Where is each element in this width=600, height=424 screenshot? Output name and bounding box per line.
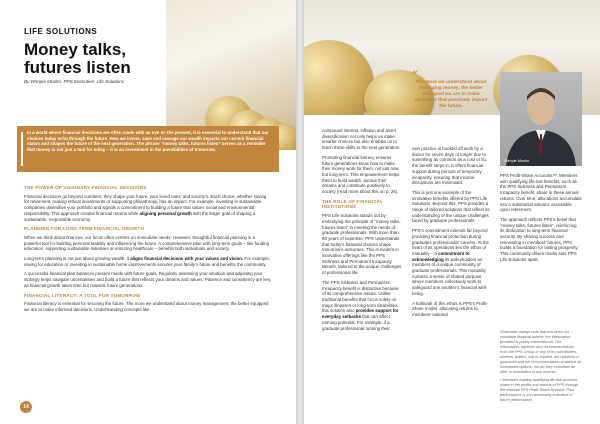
book-gutter [296, 0, 304, 424]
pull-quote: “ The more we understand about managing money, the better equipped we are to make decisions that positively impact the future. [412, 72, 490, 110]
body-paragraph: Long-term planning is not just about growing wealth; it aligns financial decisions with your values and vision. For example, saving for education or investing in sustainable home improvements secures your family’s future and benefits the community. [24, 256, 271, 267]
page-number: 14 [20, 401, 32, 413]
body-paragraph: own practice is booked off work by a doctor for seven days or longer due to something as common as a cold or flu, the benefit steps in. It offers financial support during periods of temporary incapacity, ensuring that income disruptions are minimised. [412, 146, 488, 186]
section-heading: FINANCIAL LITERACY: A TOOL FOR TOMORROW [24, 292, 141, 298]
portrait-caption: Wimpie Moolm [504, 159, 530, 163]
disclaimer-text: Graduates always note that this does not constitute financial advice; the information provided is purely informational. The information, opinions and recommendations from the PPS Group or any of its subsidiaries, whether written, oral or implied, are opinions or proposals and not recommendation or advice on investment options, nor do they constitute an offer or solicitation in any manner. [500, 330, 582, 374]
body-paragraph: A successful financial plan balances present needs with future goals. Regularly assessing your situation and adjusting your strategy helps navigate uncertainties and build a future that reflects your dreams and values. Patience and consistency are key, as financial growth takes time but rewards future generations. [24, 271, 272, 288]
lead-paragraph: In a world where financial decisions are often made with an eye on the present, it is essential to understand that our choices today echo through the future. How we invest, save and manage our wealth impacts our current financial status and shapes the future of the next generation. The phrase “money talks, futures listen” serves as a reminder that money is not just a tool for today – it is an investment in the possibilities of tomorrow. [27, 130, 269, 152]
body-paragraph: PPS Life Solutions stands out by embodying the principle of “money talks, futures listen” in meeting the needs of graduate professionals. With more than 80 years of expertise, PPS understands that today’s financial choices shape tomorrow’s outcomes. This is evident in innovative offerings like the PPS Sickness and Permanent Incapacity Benefit, tailored to the unique challenges of professional life. [322, 213, 402, 276]
body-paragraph: The PPS Sickness and Permanent Incapacity benefit is distinctive because of its comprehensive nature. Unlike traditional benefits that focus solely on major illnesses or long-term disabilities, this solution also provides support for everyday setbacks that can affect earning potential. For example, if a graduate professional running their [322, 279, 399, 331]
quote-mark-icon: “ [412, 70, 418, 81]
section-heading: PLANNING FOR LONG-TERM FINANCIAL GROWTH [24, 226, 144, 232]
right-column-1 [322, 128, 402, 335]
section-heading: THE ROLE OF FINANCIAL INSTITUTIONS [322, 198, 384, 210]
body-paragraph: compound interest, inflation and asset diversification not only helps us make smarter choices but also enables us to teach these skills to the next generation. [322, 128, 401, 151]
section-label: LIFE SOLUTIONS [24, 27, 98, 36]
body-paragraph: A hallmark of this ethos is PPS’s Profit-Share model, allocating returns to members’ notional [412, 300, 488, 317]
body-paragraph: Promoting financial literacy ensures future generations know how to make their money work for them, not just now but long-term. This empowerment helps them to build wealth, pursue their dreams and contribute positively to society (read more about this on p. 26). [322, 154, 400, 195]
lead-paragraph-box [17, 126, 279, 172]
section-heading: THE POWER OF VISIONARY FINANCIAL DECISIONS [24, 185, 147, 190]
disclaimer [500, 330, 582, 406]
body-paragraph: PPS Profit-Share Accounts™. Members with qualifying life-risk benefits, such as the PPS Sickness and Permanent Incapacity benefit, share in these annual returns. Over time, allocations accumulate into a substantial amount, accessible upon retirement. [500, 173, 582, 213]
right-page [304, 0, 600, 424]
author-portrait [500, 72, 582, 166]
left-page [0, 0, 296, 424]
byline: By Wimpie Moolm, PPS Executive: Life Solutions [24, 79, 125, 84]
left-column [24, 182, 272, 317]
right-column-2 [412, 146, 492, 322]
person-silhouette-icon [500, 72, 582, 166]
body-paragraph: Financial decisions go beyond numbers; they shape your future, your loved ones’ and society’s. Each choice, whether saving for retirement, making ethical investments or supporting philanthropy, has an impact. For example, investing in sustainable companies diversifies your portfolio and signals a commitment to building a future that values social and environmental responsibility. This approach creates financial returns while aligning personal growth with the larger goal of shaping a sustainable, responsible economy. [24, 193, 267, 222]
right-column-3 [500, 173, 582, 267]
body-paragraph: The approach reflects PPS’s belief that “money talks, futures listen”, reinforcing its dedication to long-term financial security. By sharing success and reinvesting in members’ futures, PPS builds a foundation for lasting prosperity. This community-driven model sets PPS Life Solutions apart. [500, 216, 579, 262]
body-paragraph: When we think about finances, our focus often centres on immediate needs. However, thoughtful financial planning is a powerful tool for building personal stability and influencing the future. A comprehensive plan with long-term goals – like funding education, supporting sustainable initiatives or ensuring healthcare – benefits both individuals and society. [24, 234, 270, 252]
body-paragraph: PPS’s commitment extends far beyond providing financial protection during graduates professionals’ careers. At the heart of its operations lies the ethos of mutuality – a commitment to acknowledging its policyholders as members of a unique community of graduate professionals. This mutuality nurtures a sense of shared purpose, where members collectively work to safeguard one another’s financial well-being. [412, 228, 489, 296]
body-paragraph: Financial literacy is essential for securing the future. The more we understand about money management, the better equipped we are to make informed decisions. Understanding concepts like [24, 301, 269, 312]
body-paragraph: This is just one example of the innovative benefits offered by PPS Life Solutions. Beyond this, PPS provides a range of tailored solutions that reflect its understanding of the unique challenges faced by graduate professionals. [412, 189, 490, 224]
disclaimer-text: * Members holding qualifying life-risk products share in the profits and returns of PPS through the notional PPS Profit-Share Account. Past performance is not necessarily indicative of future performance. [500, 378, 579, 402]
article-title: Money talks, futures listen [24, 40, 131, 77]
